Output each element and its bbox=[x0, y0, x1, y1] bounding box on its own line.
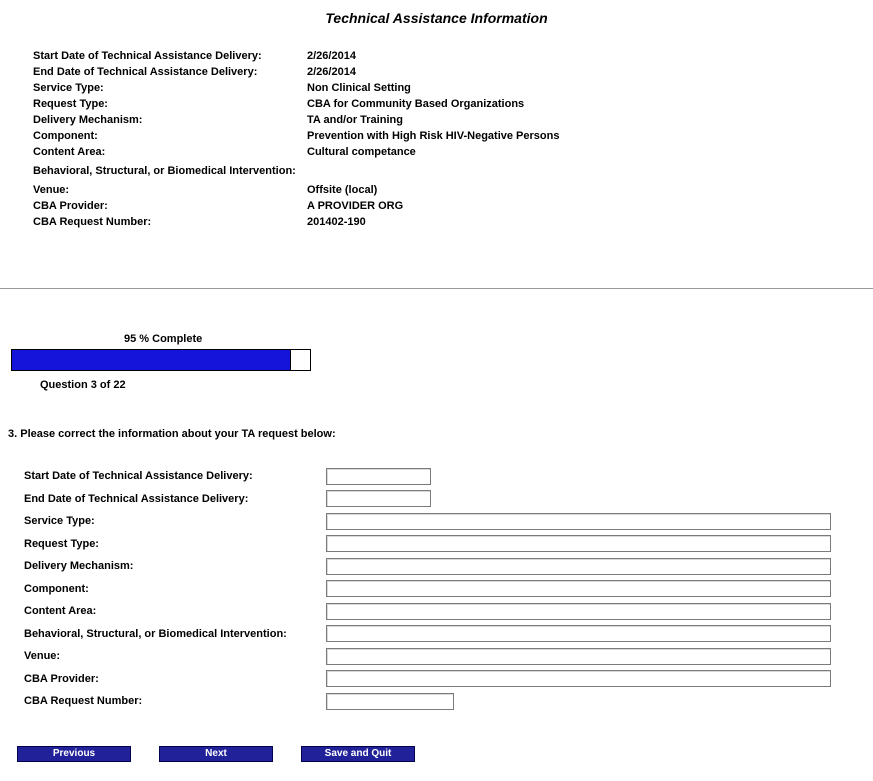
request-type-input[interactable] bbox=[326, 535, 831, 552]
form-label: End Date of Technical Assistance Delivery: bbox=[24, 492, 249, 505]
summary-row bbox=[33, 128, 873, 144]
summary-label: Content Area: bbox=[33, 146, 106, 158]
form-row bbox=[0, 645, 873, 668]
form-row bbox=[0, 488, 873, 511]
summary-value: Prevention with High Risk HIV-Negative Persons bbox=[307, 130, 560, 142]
summary-value: Cultural competance bbox=[307, 146, 416, 158]
save-and-quit-button[interactable]: Save and Quit bbox=[301, 746, 415, 762]
summary-row bbox=[33, 80, 873, 96]
form-section bbox=[0, 465, 873, 713]
form-row bbox=[0, 578, 873, 601]
end-date-input[interactable] bbox=[326, 490, 431, 507]
summary-row bbox=[33, 144, 873, 160]
summary-value: Offsite (local) bbox=[307, 184, 378, 196]
button-bar bbox=[17, 746, 873, 762]
service-type-input[interactable] bbox=[326, 513, 831, 530]
progress-bar-fill bbox=[12, 350, 291, 370]
form-label: Start Date of Technical Assistance Delivery: bbox=[24, 470, 253, 483]
component-input[interactable] bbox=[326, 580, 831, 597]
form-row bbox=[0, 668, 873, 691]
summary-value: 201402-190 bbox=[307, 216, 366, 228]
form-label: Venue: bbox=[24, 650, 61, 663]
summary-value: 2/26/2014 bbox=[307, 50, 356, 62]
cba-provider-input[interactable] bbox=[326, 670, 831, 687]
summary-row bbox=[33, 160, 873, 182]
form-row bbox=[0, 465, 873, 488]
form-label: CBA Provider: bbox=[24, 672, 99, 685]
form-row bbox=[0, 533, 873, 556]
summary-row bbox=[33, 64, 873, 80]
summary-label: Start Date of Technical Assistance Delivery: bbox=[33, 50, 262, 62]
start-date-input[interactable] bbox=[326, 468, 431, 485]
summary-value: CBA for Community Based Organizations bbox=[307, 98, 525, 110]
summary-label: Delivery Mechanism: bbox=[33, 114, 143, 126]
summary-row bbox=[33, 198, 873, 214]
summary-label: Service Type: bbox=[33, 82, 104, 94]
question-text: 3. Please correct the information about your TA request below: bbox=[8, 428, 336, 440]
venue-input[interactable] bbox=[326, 648, 831, 665]
summary-row bbox=[33, 48, 873, 64]
behavioral-intervention-input[interactable] bbox=[326, 625, 831, 642]
summary-row bbox=[33, 112, 873, 128]
summary-label: Component: bbox=[33, 130, 98, 142]
form-label: CBA Request Number: bbox=[24, 695, 143, 708]
page-title: Technical Assistance Information bbox=[325, 10, 548, 26]
summary-row bbox=[33, 182, 873, 198]
cba-request-number-input[interactable] bbox=[326, 693, 454, 710]
form-label: Component: bbox=[24, 582, 89, 595]
delivery-mechanism-input[interactable] bbox=[326, 558, 831, 575]
progress-percent-label: 95 % Complete bbox=[124, 333, 203, 345]
progress-bar bbox=[11, 349, 311, 371]
divider bbox=[0, 288, 873, 289]
form-label: Behavioral, Structural, or Biomedical Intervention: bbox=[24, 627, 287, 640]
summary-label: Venue: bbox=[33, 184, 70, 196]
summary-value: TA and/or Training bbox=[307, 114, 403, 126]
form-row bbox=[0, 555, 873, 578]
form-row bbox=[0, 690, 873, 713]
form-label: Service Type: bbox=[24, 515, 95, 528]
form-label: Content Area: bbox=[24, 605, 97, 618]
form-label: Delivery Mechanism: bbox=[24, 560, 134, 573]
question-count-label: Question 3 of 22 bbox=[40, 379, 126, 391]
previous-button[interactable]: Previous bbox=[17, 746, 131, 762]
content-area-input[interactable] bbox=[326, 603, 831, 620]
summary-value: A PROVIDER ORG bbox=[307, 200, 404, 212]
summary-label: Request Type: bbox=[33, 98, 108, 110]
page bbox=[0, 10, 873, 781]
form-row bbox=[0, 600, 873, 623]
summary-value: Non Clinical Setting bbox=[307, 82, 411, 94]
summary-label: End Date of Technical Assistance Delivery: bbox=[33, 66, 258, 78]
summary-value: 2/26/2014 bbox=[307, 66, 356, 78]
next-button[interactable]: Next bbox=[159, 746, 273, 762]
form-label: Request Type: bbox=[24, 537, 99, 550]
summary-label: CBA Request Number: bbox=[33, 216, 152, 228]
summary-label: CBA Provider: bbox=[33, 200, 108, 212]
summary-section bbox=[33, 48, 873, 230]
form-row bbox=[0, 510, 873, 533]
form-row bbox=[0, 623, 873, 646]
summary-row bbox=[33, 214, 873, 230]
summary-row bbox=[33, 96, 873, 112]
summary-label: Behavioral, Structural, or Biomedical Intervention: bbox=[33, 165, 296, 177]
